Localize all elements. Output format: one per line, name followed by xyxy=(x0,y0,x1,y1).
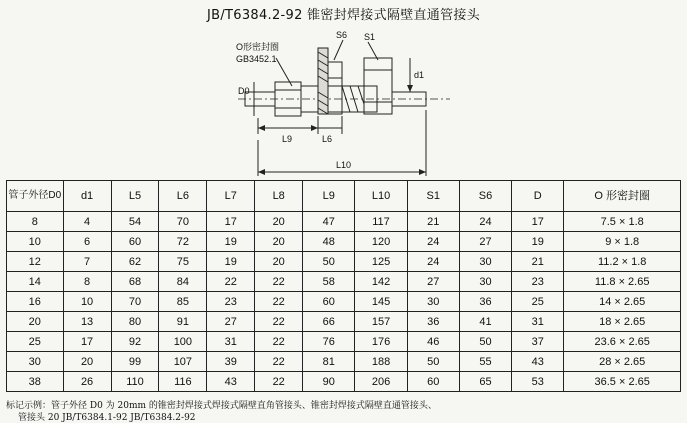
header-cell: O 形密封圈 xyxy=(564,181,681,212)
table-cell: 66 xyxy=(303,312,355,332)
d1-label: d1 xyxy=(414,70,425,80)
table-cell: 76 xyxy=(303,332,355,352)
table-cell: 142 xyxy=(355,272,407,292)
header-cell: 管子外径D0 xyxy=(7,181,64,212)
table-cell: 206 xyxy=(355,372,407,392)
table-cell: 39 xyxy=(207,352,255,372)
table-cell: 8 xyxy=(63,272,111,292)
table-cell: 7 xyxy=(63,252,111,272)
table-cell: 28 × 2.65 xyxy=(564,352,681,372)
table-cell: 10 xyxy=(63,292,111,312)
standard-callout: GB3452.1 xyxy=(236,54,277,64)
table-row xyxy=(7,332,681,352)
table-cell: 20 xyxy=(63,352,111,372)
table-cell: 55 xyxy=(459,352,511,372)
table-cell: 16 xyxy=(7,292,64,312)
table-cell: 85 xyxy=(159,292,207,312)
header-row xyxy=(7,181,681,212)
table-row xyxy=(7,272,681,292)
l9-label: L9 xyxy=(282,134,293,144)
table-cell: 13 xyxy=(63,312,111,332)
table-cell: 27 xyxy=(459,232,511,252)
table-cell: 6 xyxy=(63,232,111,252)
table-cell: 21 xyxy=(512,252,564,272)
l10-label: L10 xyxy=(336,160,352,170)
table-cell: 81 xyxy=(303,352,355,372)
table-cell: 11.2 × 1.8 xyxy=(564,252,681,272)
table-cell: 8 xyxy=(7,212,64,232)
table-cell: 36 xyxy=(407,312,459,332)
header-cell: L10 xyxy=(355,181,407,212)
table-cell: 24 xyxy=(407,252,459,272)
table-cell: 30 xyxy=(407,292,459,312)
table-cell: 72 xyxy=(159,232,207,252)
table-cell: 23 xyxy=(512,272,564,292)
table-cell: 36 xyxy=(459,292,511,312)
table-cell: 38 xyxy=(7,372,64,392)
table-cell: 25 xyxy=(512,292,564,312)
table-cell: 58 xyxy=(303,272,355,292)
header-cell: L6 xyxy=(159,181,207,212)
table-cell: 27 xyxy=(207,312,255,332)
table-cell: 24 xyxy=(407,232,459,252)
table-cell: 24 xyxy=(459,212,511,232)
table-cell: 68 xyxy=(111,272,159,292)
table-cell: 26 xyxy=(63,372,111,392)
marking-example-line1: 标记示例：管子外径 D0 为 20mm 的锥密封焊接式焊接式隔壁直角管接头、锥密封焊接式隔壁直通管接头、 xyxy=(6,401,437,411)
header-cell: S6 xyxy=(459,181,511,212)
header-cell: L7 xyxy=(207,181,255,212)
table-cell: 62 xyxy=(111,252,159,272)
table-cell: 157 xyxy=(355,312,407,332)
table-cell: 53 xyxy=(512,372,564,392)
table-cell: 117 xyxy=(355,212,407,232)
table-cell: 50 xyxy=(459,332,511,352)
table-cell: 22 xyxy=(255,352,303,372)
header-cell: L5 xyxy=(111,181,159,212)
table-cell: 116 xyxy=(159,372,207,392)
table-cell: 48 xyxy=(303,232,355,252)
table-cell: 23 xyxy=(207,292,255,312)
table-cell: 125 xyxy=(355,252,407,272)
oring-callout: O形密封圈 xyxy=(236,42,280,52)
table-cell: 22 xyxy=(255,312,303,332)
marking-example-line2: 管接头 20 JB/T6384.1-92 JB/T6384.2-92 xyxy=(18,413,196,423)
table-cell: 17 xyxy=(63,332,111,352)
table-cell: 188 xyxy=(355,352,407,372)
table-row xyxy=(7,292,681,312)
table-cell: 100 xyxy=(159,332,207,352)
table-cell: 92 xyxy=(111,332,159,352)
table-cell: 91 xyxy=(159,312,207,332)
table-cell: 110 xyxy=(111,372,159,392)
table-cell: 80 xyxy=(111,312,159,332)
table-cell: 22 xyxy=(255,272,303,292)
table-cell: 17 xyxy=(207,212,255,232)
table-cell: 36.5 × 2.65 xyxy=(564,372,681,392)
table-cell: 37 xyxy=(512,332,564,352)
table-row xyxy=(7,372,681,392)
table-cell: 30 xyxy=(459,252,511,272)
table-cell: 176 xyxy=(355,332,407,352)
table-cell: 54 xyxy=(111,212,159,232)
header-cell: S1 xyxy=(407,181,459,212)
table-row xyxy=(7,232,681,252)
document-title: JB/T6384.2-92 锥密封焊接式隔壁直通管接头 xyxy=(206,8,481,23)
table-cell: 30 xyxy=(459,272,511,292)
l6-label: L6 xyxy=(322,134,333,144)
table-cell: 30 xyxy=(7,352,64,372)
table-cell: 50 xyxy=(407,352,459,372)
table-cell: 99 xyxy=(111,352,159,372)
table-cell: 47 xyxy=(303,212,355,232)
table-cell: 84 xyxy=(159,272,207,292)
table-cell: 60 xyxy=(303,292,355,312)
s1-label: S1 xyxy=(364,32,376,42)
table-cell: 12 xyxy=(7,252,64,272)
table-cell: 60 xyxy=(111,232,159,252)
table-cell: 31 xyxy=(512,312,564,332)
table-cell: 20 xyxy=(255,232,303,252)
s6-label: S6 xyxy=(336,30,348,40)
table-cell: 22 xyxy=(255,372,303,392)
table-cell: 19 xyxy=(207,232,255,252)
table-cell: 70 xyxy=(111,292,159,312)
table-cell: 10 xyxy=(7,232,64,252)
table-cell: 14 xyxy=(7,272,64,292)
table-cell: 27 xyxy=(407,272,459,292)
table-cell: 20 xyxy=(255,212,303,232)
table-cell: 75 xyxy=(159,252,207,272)
table-cell: 22 xyxy=(255,292,303,312)
table-cell: 43 xyxy=(512,352,564,372)
table-cell: 50 xyxy=(303,252,355,272)
table-cell: 7.5 × 1.8 xyxy=(564,212,681,232)
header-cell: d1 xyxy=(63,181,111,212)
table-cell: 65 xyxy=(459,372,511,392)
table-cell: 4 xyxy=(63,212,111,232)
table-cell: 70 xyxy=(159,212,207,232)
table-cell: 41 xyxy=(459,312,511,332)
table-cell: 60 xyxy=(407,372,459,392)
table-row xyxy=(7,212,681,232)
header-cell: L9 xyxy=(303,181,355,212)
table-cell: 18 × 2.65 xyxy=(564,312,681,332)
dimension-table xyxy=(6,180,681,392)
table-cell: 20 xyxy=(255,252,303,272)
table-cell: 23.6 × 2.65 xyxy=(564,332,681,352)
table-cell: 46 xyxy=(407,332,459,352)
table-cell: 9 × 1.8 xyxy=(564,232,681,252)
table-cell: 90 xyxy=(303,372,355,392)
table-cell: 120 xyxy=(355,232,407,252)
table-row xyxy=(7,352,681,372)
table-cell: 43 xyxy=(207,372,255,392)
table-cell: 19 xyxy=(512,232,564,252)
table-cell: 31 xyxy=(207,332,255,352)
table-cell: 11.8 × 2.65 xyxy=(564,272,681,292)
table-cell: 25 xyxy=(7,332,64,352)
header-cell: L8 xyxy=(255,181,303,212)
table-row xyxy=(7,312,681,332)
d0-label: D0 xyxy=(238,86,250,96)
table-cell: 22 xyxy=(207,272,255,292)
table-cell: 17 xyxy=(512,212,564,232)
table-cell: 20 xyxy=(7,312,64,332)
table-cell: 14 × 2.65 xyxy=(564,292,681,312)
table-cell: 145 xyxy=(355,292,407,312)
table-cell: 107 xyxy=(159,352,207,372)
header-cell: D xyxy=(512,181,564,212)
table-cell: 21 xyxy=(407,212,459,232)
table-row xyxy=(7,252,681,272)
table-cell: 19 xyxy=(207,252,255,272)
fitting-drawing xyxy=(0,0,687,180)
table-cell: 22 xyxy=(255,332,303,352)
